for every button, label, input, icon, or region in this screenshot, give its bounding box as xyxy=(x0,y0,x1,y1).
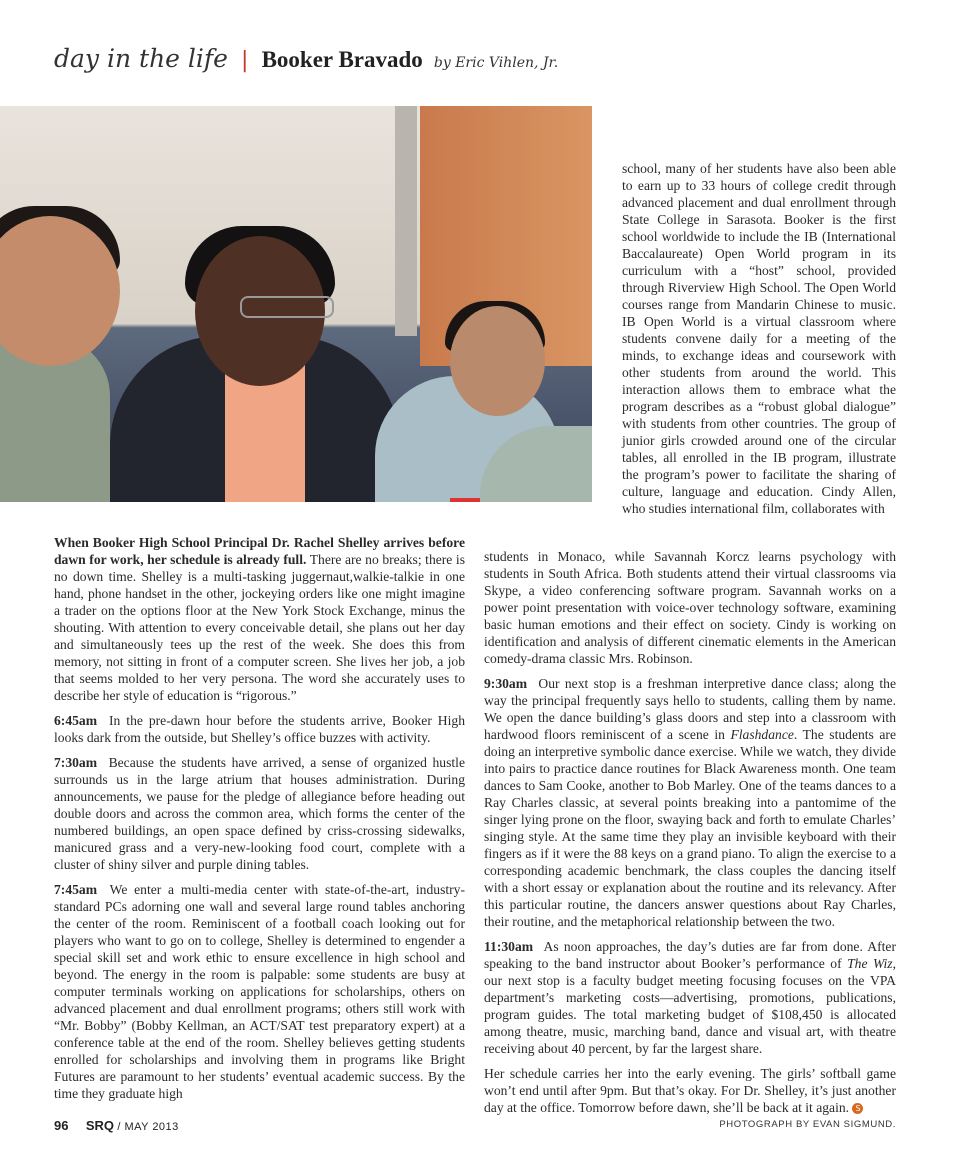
page-footer xyxy=(54,1118,179,1133)
intro-lead: When Booker High School Principal Dr. Rachel Shelley arrives before dawn for work, her schedule is already full. xyxy=(54,535,465,567)
entry-1130: 11:30am As noon approaches, the day’s duties are far from done. After speaking to the band instructor about Booker’s performance of The Wiz, our next stop is a faculty budget meeting focusing focuses on the VPA department’s marketing costs—advertising, promotions, publications, program guides. The total marketing budget of $108,450 is allocated among theatre, music, marching band, dance and visual art, with theatre receiving about 40 percent, by far the largest share. xyxy=(484,939,897,1056)
entry-930: 9:30am Our next stop is a freshman interpretive dance class; along the way the principal frequently says hello to students, calling them by name. We open the dance building’s glass doors and step into a classroom with hardwood floors reminiscent of a scene in Flashdance. The students are doing an interpretive symbolic dance exercise. While we watch, they divide into pairs to practice dance routines for Black Awareness month. One team dances to Sam Cooke, another to Bob Marley. One of the teams dances to a Ray Charles classic, at several points breaking into a pantomime of the singer lying prone on the floor, swaying back and forth to emulate Charles’ singing style. At the same time they play an invisible keyboard with their fingers as if it were the 88 keys on a grand piano. To align the exercise to a corresponding academic benchmark, the class couples the dancing itself with a short essay or explanation about the routine and its relevancy. After this particular routine, the dancers answer questions about Ray Charles, their routine, and the metaphorical relationship between the two. xyxy=(484,676,896,929)
time-730: 7:30am xyxy=(54,755,98,770)
section-name: day in the life xyxy=(54,44,228,73)
right-top-paragraph: school, many of her students have also been able to earn up to 33 hours of college credit through advanced placement and dual enrollment through State College in Sarasota. Booker is the first school worldwide to include the IB (International Baccalaureate) Open World program in its curriculum with a “host” school, provided through Riverview High School. The Open World courses range from Mandarin Chinese to music. IB Open World is a virtual classroom where students convene daily for a meeting of the minds, to exchange ideas and coursework with other students from around the world. This interaction allows them to embrace what the program describes as a “robust global dialogue” with students from other countries. The group of junior girls crowded around one of the circular tables, all enrolled in the IB program, illustrate the program’s power to facilitate the sharing of culture, language and education. Cindy Allen, who studies international film, collaborates with xyxy=(622,161,896,516)
entry-745: 7:45am We enter a multi-media center with state-of-the-art, industry-standard PCs adorning one wall and several large round tables anchoring the center of the room. Reminiscent of a football coach looking out for players who want to go on to college, Shelley is determined to engender a special skill set and work ethic to ensure excellence in high school and beyond. The energy in the room is palpable: some students are busy at computer terminals working on applications for scholarships, others on advanced placement and dual enrollment programs; others still work with “Mr. Bobby” (Bobby Kellman, an ACT/SAT test preparatory expert) at a conference table at the end of the room. Shelley believes getting students enrolled for scholarships and involving them in programs like Bright Futures are paramount to her students’ eventual academic success. By the time they graduate high xyxy=(54,882,465,1101)
magazine-name: SRQ xyxy=(85,1118,114,1133)
intro-text: There are no breaks; there is no down time. Shelley is a multi-tasking juggernaut,walkie-talkie in one hand, phone handset in the other, jockeying orders like one might imagine a trader on the options floor at the New York Stock Exchange, minus the shouting. With attention to every conceivable detail, she plans out her day and simultaneously tees up the rest of the week. She does this from memory, not sitting in front of a computer screen. She lives her job, a job that seems molded to her very persona. The word she accurately uses to describe her style of education is “rigorous.” xyxy=(54,552,465,703)
time-745: 7:45am xyxy=(54,882,98,897)
left-column xyxy=(54,534,465,1110)
article-title: Booker Bravado xyxy=(261,47,423,72)
page-header xyxy=(54,44,558,84)
right-mid-paragraph: students in Monaco, while Savannah Korcz learns psychology with students in South Africa. Both students attend their virtual classrooms via Skype, a video conferencing software program. Savannah works on a power point presentation with voice-over technology software, examining basic human emotions and their effect on society. Cindy is working on identification and analysis of different cinematic elements in the American comedy-drama classic Mrs. Robinson. xyxy=(484,549,896,666)
right-top-column xyxy=(622,160,896,525)
end-mark-icon: S xyxy=(852,1103,863,1114)
byline: by Eric Vihlen, Jr. xyxy=(433,55,559,71)
closing-paragraph: Her schedule carries her into the early evening. The girls’ softball game won’t end until after 9pm. But that’s okay. For Dr. Shelley, it’s just another day at the office. Tomorrow before dawn, she’ll be back at it again. S xyxy=(484,1066,896,1115)
entry-645: 6:45am In the pre-dawn hour before the students arrive, Booker High looks dark from the outside, but Shelley’s office buzzes with activity. xyxy=(54,713,465,745)
time-645: 6:45am xyxy=(54,713,98,728)
photo-credit: PHOTOGRAPH BY EVAN SIGMUND. xyxy=(719,1119,896,1130)
entry-730: 7:30am Because the students have arrived, a sense of organized hustle surrounds us in the large atrium that houses administration. During announcements, we pause for the pledge of allegiance before heading out double doors and across the common area, which forms the center of the numbered buildings, an open space defined by criss-crossing sidewalks, manicured grass and a very-new-looking food court, complete with a cluster of shiny silver and purple dining tables. xyxy=(54,755,465,872)
right-column xyxy=(484,548,896,1124)
intro-paragraph xyxy=(54,534,465,704)
page-number: 96 xyxy=(54,1118,69,1133)
header-separator: | xyxy=(241,48,249,73)
issue-date: / MAY 2013 xyxy=(117,1121,179,1133)
time-1130: 11:30am xyxy=(484,939,534,954)
article-photo xyxy=(0,106,592,502)
time-930: 9:30am xyxy=(484,676,528,691)
